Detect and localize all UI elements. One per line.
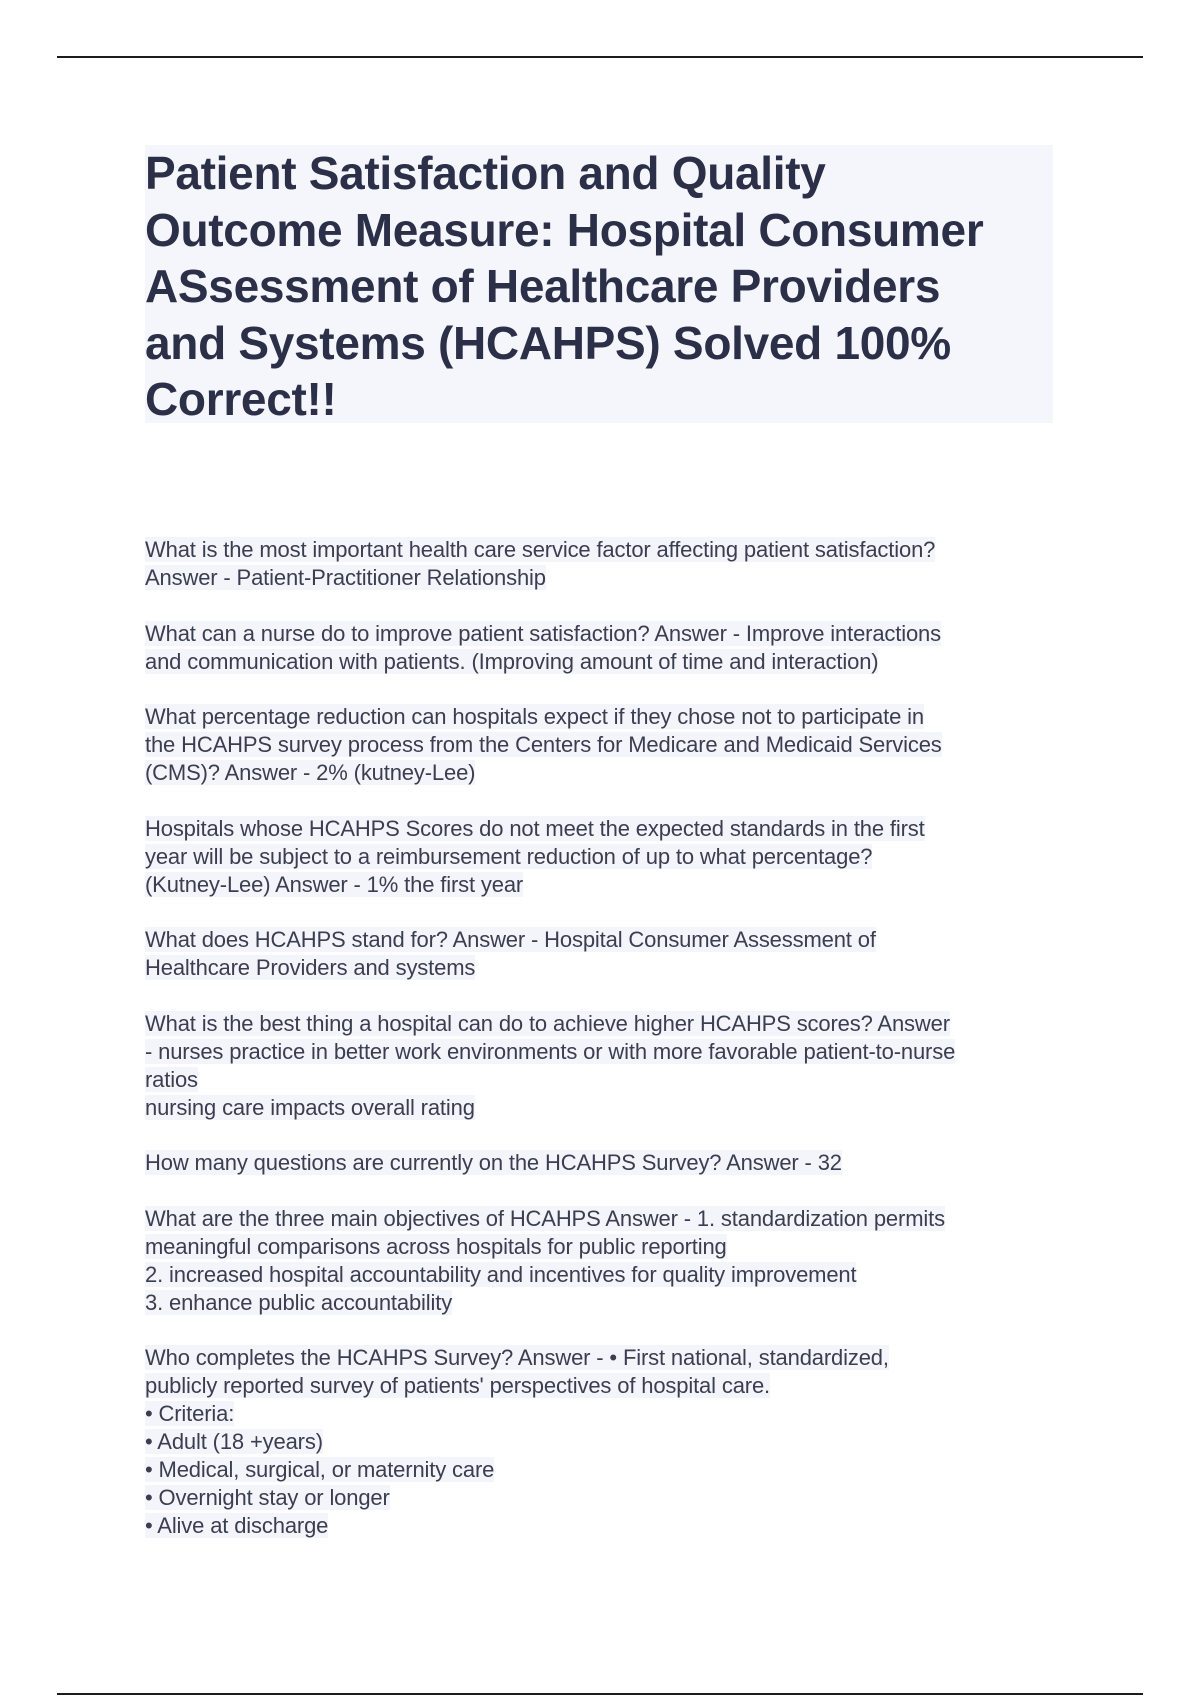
bottom-divider — [57, 1693, 1143, 1695]
qa-line — [145, 1512, 1065, 1540]
qa-line-text: How many questions are currently on the HCAHPS Survey? Answer - 32 — [145, 1150, 842, 1175]
qa-line-text: ratios — [145, 1066, 198, 1092]
qa-line-text: the HCAHPS survey process from the Centers for Medicare and Medicaid Services — [145, 732, 942, 757]
qa-line-text: meaningful comparisons across hospitals for public reporting — [145, 1233, 727, 1259]
qa-line — [145, 703, 1065, 731]
qa-line-text: What is the most important health care service factor affecting patient satisfaction? — [145, 537, 936, 562]
qa-line — [145, 1261, 1065, 1289]
qa-line-text: What percentage reduction can hospitals expect if they chose not to participate in — [145, 704, 924, 729]
qa-line — [145, 926, 1065, 954]
qa-line-text: and communication with patients. (Improving amount of time and interaction) — [145, 648, 879, 674]
qa-line — [145, 564, 1065, 592]
qa-line — [145, 1094, 1065, 1122]
qa-item — [145, 1205, 1065, 1317]
title-line: Outcome Measure: Hospital Consumer — [145, 203, 984, 256]
qa-line — [145, 843, 1065, 871]
qa-line — [145, 1233, 1065, 1261]
qa-line — [145, 1010, 1065, 1038]
qa-line — [145, 1484, 1065, 1512]
title-line: Correct!! — [145, 373, 337, 425]
qa-item — [145, 1010, 1065, 1122]
qa-line-text: • Criteria: — [145, 1401, 235, 1426]
qa-line-text: What can a nurse do to improve patient satisfaction? Answer - Improve interactions — [145, 620, 941, 646]
qa-line-text: nursing care impacts overall rating — [145, 1094, 475, 1120]
qa-line-text: • Overnight stay or longer — [145, 1485, 390, 1510]
qa-line — [145, 815, 1065, 843]
qa-line-text: Healthcare Providers and systems — [145, 955, 476, 980]
title-line: and Systems (HCAHPS) Solved 100% — [145, 316, 951, 369]
qa-item — [145, 815, 1065, 899]
qa-line — [145, 1400, 1065, 1428]
qa-item — [145, 1149, 1065, 1177]
qa-item — [145, 536, 1065, 592]
qa-item — [145, 620, 1065, 676]
qa-item — [145, 703, 1065, 787]
qa-line — [145, 1066, 1065, 1094]
document-title — [145, 145, 1053, 428]
qa-line — [145, 871, 1065, 899]
top-divider — [57, 56, 1143, 58]
qa-list — [145, 536, 1065, 1568]
qa-line-text: year will be subject to a reimbursement reduction of up to what percentage? — [145, 843, 873, 869]
qa-line-text: What is the best thing a hospital can do to achieve higher HCAHPS scores? Answer — [145, 1010, 950, 1036]
qa-line-text: • Adult (18 +years) — [145, 1429, 323, 1454]
qa-line-text: 3. enhance public accountability — [145, 1289, 453, 1315]
qa-line — [145, 731, 1065, 759]
qa-line-text: Hospitals whose HCAHPS Scores do not meet the expected standards in the first — [145, 815, 925, 841]
title-line: ASsessment of Healthcare Providers — [145, 260, 941, 312]
qa-line-text: Who completes the HCAHPS Survey? Answer - • First national, standardized, — [145, 1345, 889, 1370]
qa-line — [145, 648, 1065, 676]
qa-line — [145, 536, 1065, 564]
qa-line — [145, 1372, 1065, 1400]
qa-line-text: 2. increased hospital accountability and incentives for quality improvement — [145, 1261, 857, 1287]
qa-line-text: publicly reported survey of patients' perspectives of hospital care. — [145, 1373, 770, 1398]
qa-item — [145, 926, 1065, 982]
qa-line-text: What are the three main objectives of HCAHPS Answer - 1. standardization permits — [145, 1205, 945, 1231]
qa-line — [145, 620, 1065, 648]
qa-line-text: What does HCAHPS stand for? Answer - Hospital Consumer Assessment of — [145, 927, 876, 952]
qa-line — [145, 1344, 1065, 1372]
qa-line-text: (CMS)? Answer - 2% (kutney-Lee) — [145, 760, 476, 785]
qa-line-text: Answer - Patient-Practitioner Relationship — [145, 565, 546, 590]
qa-line-text: (Kutney-Lee) Answer - 1% the first year — [145, 871, 524, 897]
qa-line-text: - nurses practice in better work environments or with more favorable patient-to-nurse — [145, 1038, 956, 1064]
qa-line — [145, 1205, 1065, 1233]
qa-item — [145, 1344, 1065, 1540]
qa-line — [145, 1428, 1065, 1456]
qa-line — [145, 759, 1065, 787]
qa-line-text: • Alive at discharge — [145, 1513, 329, 1538]
qa-line — [145, 1149, 1065, 1177]
title-line: Patient Satisfaction and Quality — [145, 147, 826, 199]
qa-line — [145, 1038, 1065, 1066]
title-block — [145, 145, 1053, 423]
qa-line — [145, 1456, 1065, 1484]
qa-line — [145, 1289, 1065, 1317]
qa-line — [145, 954, 1065, 982]
qa-line-text: • Medical, surgical, or maternity care — [145, 1457, 495, 1482]
